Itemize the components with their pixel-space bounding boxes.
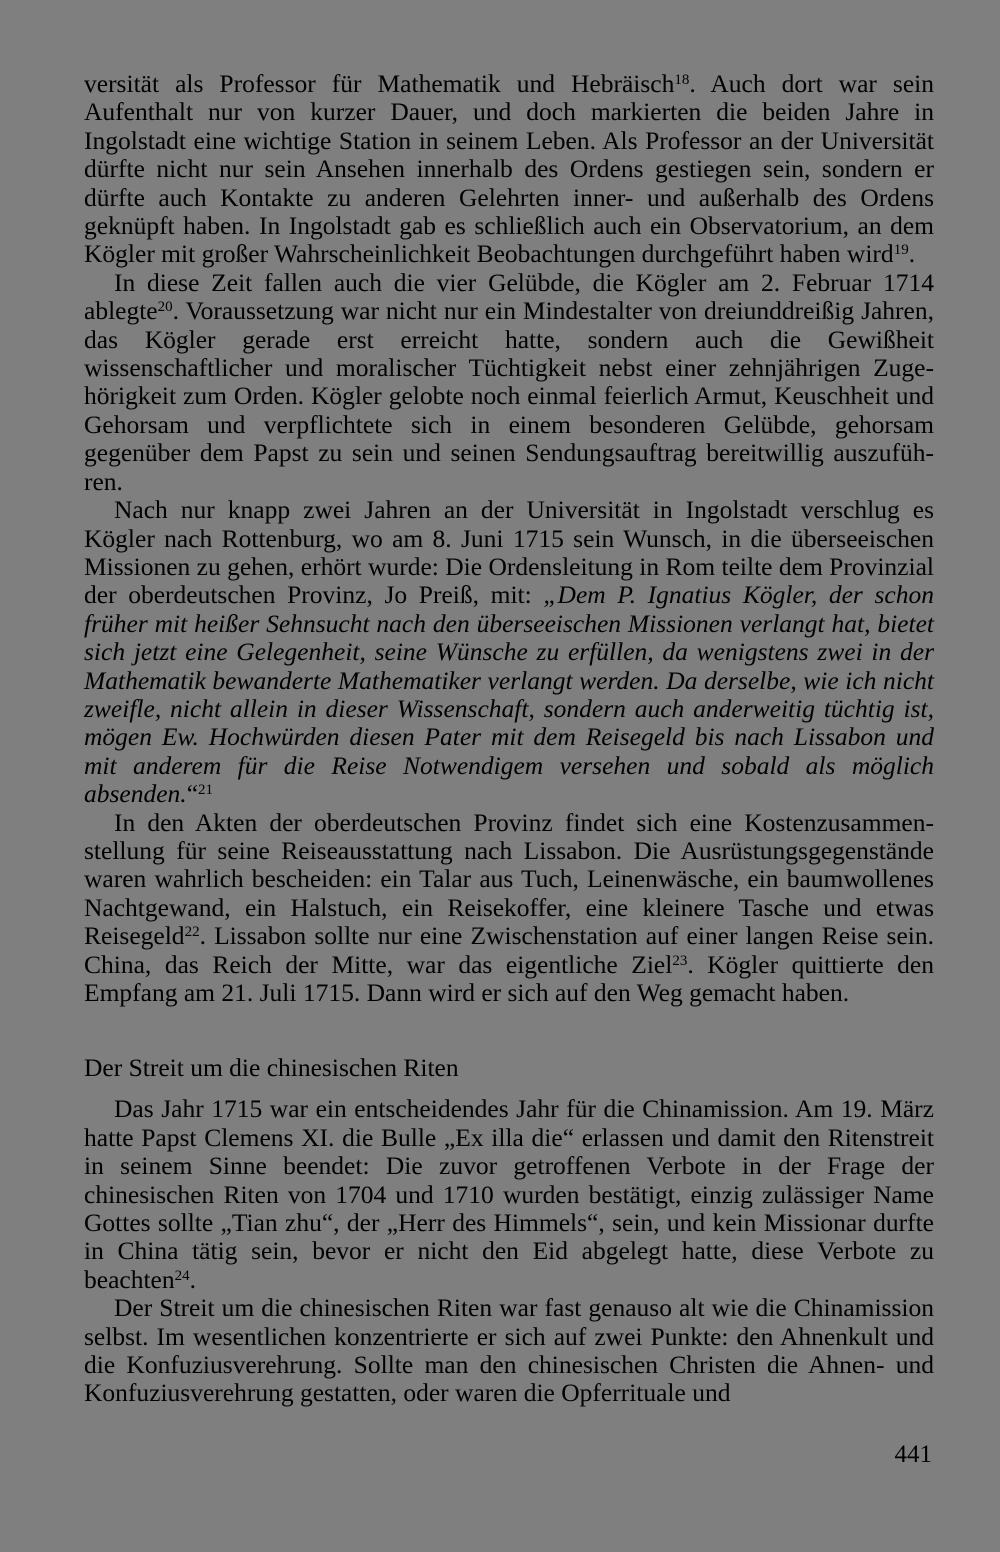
italic-quote: „Dem P. Ignatius Kögler, der schon früher mit heißer Sehnsucht nach den überseeischen Missionen verlangt hat, bietet sich jetzt eine Gelegenheit, seine Wünsche zu erfüllen, da wenigstens zwei in der Mathematik bewanderte Mathematiker verlangt werden. Da derselbe, wie ich nicht zweifle, nicht allein in dieser Wissenschaft, sondern auch anderweitig tüchtig ist, mögen Ew. Hochwürden diesen Pater mit dem Reisegeld bis nach Lissabon und mit anderem für die Reise Notwendigem versehen und sobald als möglich absenden. xyxy=(84,580,934,809)
section-heading: Der Streit um die chinesischen Riten xyxy=(84,1053,459,1083)
body-text-before-heading xyxy=(84,70,934,1007)
footnote-marker: 24 xyxy=(174,1267,190,1284)
footnote-marker: 19 xyxy=(893,242,909,259)
paragraph-5 xyxy=(84,1095,934,1294)
paragraph-3 xyxy=(84,496,934,808)
footnote-marker: 22 xyxy=(184,923,200,940)
text-run: Das Jahr 1715 war ein entscheidendes Jahr für die Chinamission. Am 19. März hatte Papst Clemens XI. die Bulle „Ex illa die“ erlassen und damit den Ritenstreit in seinem Sinne beendet: Die zuvor getroffenen Verbote in der Frage der chinesischen Riten von 1704 und 1710 wurden bestätigt, einzig zulässiger Name Gottes sollte „Tian zhu“, der „Herr des Himmels“, sein, und kein Missionar durfte in China tätig sein, bevor er nicht den Eid abgelegt hatte, diese Verbote zu beachten xyxy=(84,1094,934,1294)
text-run: “ xyxy=(186,779,199,809)
text-run: In den Akten der oberdeutschen Provinz findet sich eine Kostenzusammenstellung für seine Reiseausstattung nach Lissabon. Die Ausrüstungsgegenstände waren wahrlich bescheiden: ein Talar aus Tuch, Leinenwäsche, ein baumwollenes Nachtgewand, ein Halstuch, ein Reisekoffer, eine kleinere Tasche und etwas Reisegeld xyxy=(84,807,934,951)
footnote-marker: 20 xyxy=(157,299,173,315)
text-run: . Lissabon sollte nur eine Zwischenstation auf einer langen Reise sein. China, das Reich der Mitte, war das eigentliche Ziel xyxy=(84,921,934,979)
text-run: . Kögler quittierte den Empfang am 21. Juli 1715. Dann wird er sich auf den Weg gemacht haben. xyxy=(84,949,934,1007)
text-run: Der Streit um die chinesischen Riten war fast genauso alt wie die Chinamission selbst. Im wesentlichen konzentrierte er sich auf zwei Punkte: den Ahnenkult und die Konfuziusverehrung. Sollte man den chinesischen Christen die Ahnen- und Konfuziusverehrung gestatten, oder waren die Opferrituale und xyxy=(84,1293,934,1408)
footnote-marker: 18 xyxy=(674,71,690,88)
body-text-after-heading xyxy=(84,1095,934,1407)
text-run: . xyxy=(189,1264,196,1294)
text-run: . Auch dort war sein Aufenthalt nur von kurzer Dauer, und doch markierten die beiden Jahre in Ingolstadt eine wichtige Station in seinem Leben. Als Professor an der Universität dürfte nicht nur sein Ansehen innerhalb des Ordens gestiegen sein, sondern er dürfte auch Kontakte zu anderen Gelehrten inner- und außerhalb des Ordens geknüpft haben. In Ingolstadt gab es schließlich auch ein Observatorium, an dem Kögler mit großer Wahrscheinlichkeit Beobachtungen durchgeführt haben wird xyxy=(84,69,934,269)
footnote-marker: 23 xyxy=(672,952,688,969)
paragraph-6 xyxy=(84,1294,934,1408)
text-run: In diese Zeit fallen auch die vier Gelübde, die Kögler am 2. Februar 1714 ablegte xyxy=(84,267,934,326)
paragraph-4 xyxy=(84,809,934,1008)
footnote-marker: 21 xyxy=(198,781,214,798)
paragraph-1 xyxy=(84,70,934,269)
text-run: . xyxy=(908,239,916,269)
text-run: versität als Professor für Mathematik und Hebräisch xyxy=(84,69,675,98)
paragraph-2 xyxy=(84,269,934,496)
page-number: 441 xyxy=(894,1441,932,1468)
text-run: Nach nur knapp zwei Jahren an der Universität in Ingolstadt verschlug es Kögler nach Rottenburg, wo am 8. Juni 1715 sein Wunsch, in die überseeischen Missionen zu gehen, erhört wurde: Die Ordensleitung in Rom teilte dem Provinzial der oberdeutschen Provinz, Jo Preiß, mit: xyxy=(84,495,934,610)
text-run: . Voraussetzung war nicht nur ein Mindestalter von dreiunddreißig Jahren, das Kögler gerade erst erreicht hatte, sondern auch die Gewißheit wissenschaftlicher und moralischer Tüchtigkeit nebst einer zehnjährigen Zugehörigkeit zum Orden. Kögler gelobte noch einmal feierlich Armut, Keuschheit und Gehorsam und verpflichtete sich in einem besonderen Gelübde, gehorsam gegenüber dem Papst zu sein und seinen Sendungsauftrag bereitwillig auszuführen. xyxy=(84,296,934,496)
book-page xyxy=(84,70,934,1490)
